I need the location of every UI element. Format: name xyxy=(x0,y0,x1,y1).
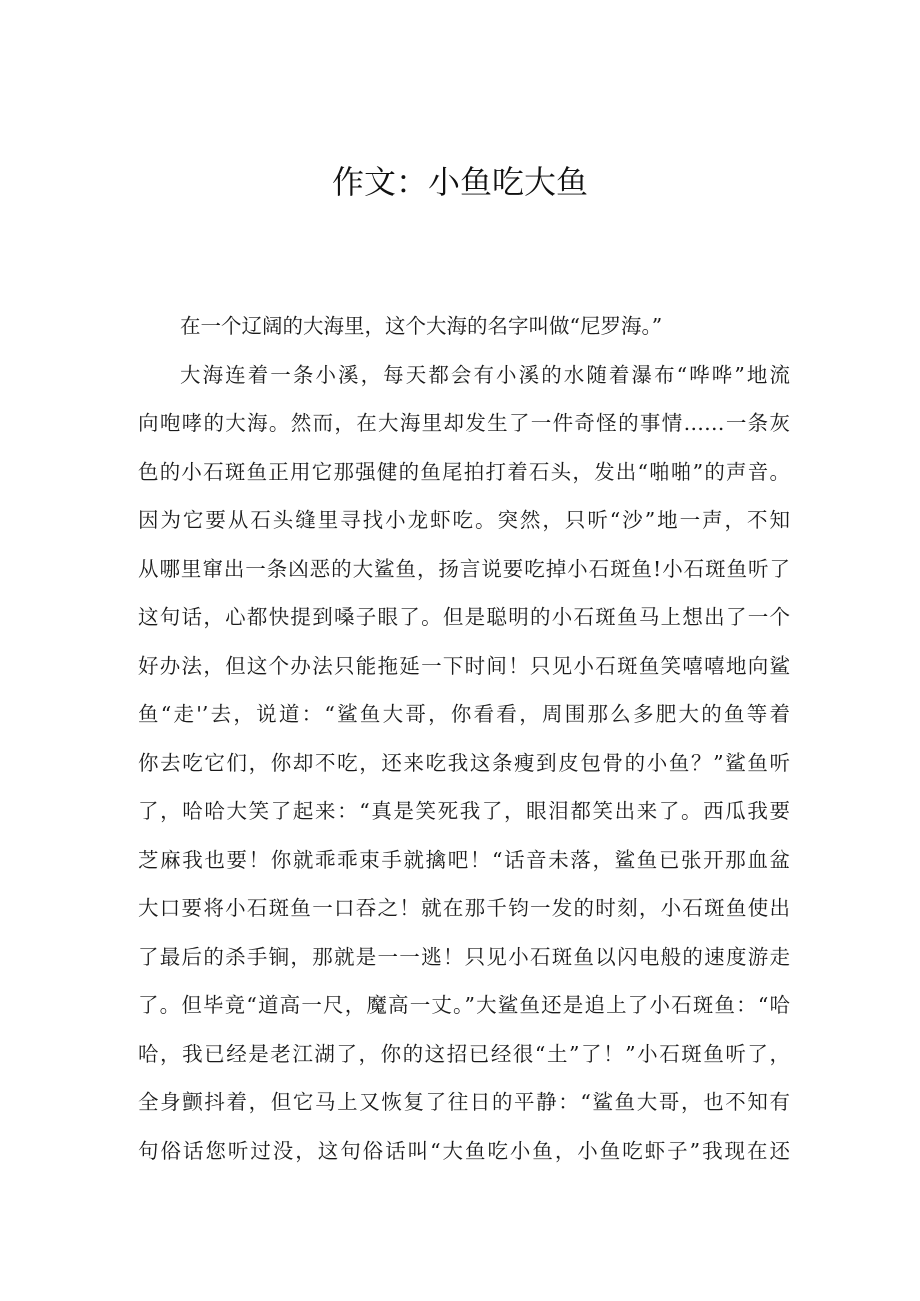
paragraph-line: 了。但毕竟“道高一尺，魔高一丈。”大鲨鱼还是追上了小石斑鱼：“哈 xyxy=(138,993,790,1017)
paragraph-line: 句俗话您听过没，这句俗话叫“大鱼吃小鱼，小鱼吃虾子”我现在还 xyxy=(138,1138,790,1163)
paragraph-line: 向咆哮的大海。然而，在大海里却发生了一件奇怪的事情……一条灰 xyxy=(138,411,790,435)
essay-body xyxy=(138,302,790,1175)
paragraph-line: 哈，我已经是老江湖了，你的这招已经很“土”了！”小石斑鱼听了， xyxy=(138,1041,790,1066)
paragraph-line: 全身颤抖着，但它马上又恢复了往日的平静：“鲨鱼大哥，也不知有 xyxy=(138,1090,790,1114)
paragraph-line: 在一个辽阔的大海里，这个大海的名字叫做“尼罗海。” xyxy=(180,314,663,338)
paragraph-line: 因为它要从石头缝里寻找小龙虾吃。突然，只听“沙”地一声，不知 xyxy=(138,508,790,532)
paragraph-line: 芝麻我也要！你就乖乖束手就擒吧！“话音未落，鲨鱼已张开那血盆 xyxy=(138,847,790,872)
paragraph-line: 了，哈哈大笑了起来：“真是笑死我了，眼泪都笑出来了。西瓜我要 xyxy=(138,799,790,823)
paragraph-line: 大口要将小石斑鱼一口吞之！就在那千钧一发的时刻，小石斑鱼使出 xyxy=(138,896,790,920)
paragraph-line: 鱼“走'’去，说道：“鲨鱼大哥，你看看，周围那么多肥大的鱼等着 xyxy=(138,702,790,726)
paragraph-line: 你去吃它们，你却不吃，还来吃我这条瘦到皮包骨的小鱼？”鲨鱼听 xyxy=(138,750,790,775)
paragraph-line: 大海连着一条小溪，每天都会有小溪的水随着瀑布“哗哗”地流 xyxy=(180,362,790,387)
paragraph-line: 从哪里窜出一条凶恶的大鲨鱼，扬言说要吃掉小石斑鱼!小石斑鱼听了 xyxy=(138,556,790,581)
paragraph-line: 了最后的杀手锏，那就是一一逃！只见小石斑鱼以闪电般的速度游走 xyxy=(138,944,790,969)
document-title: 作文：小鱼吃大鱼 xyxy=(331,163,588,201)
paragraph-line: 这句话，心都快提到嗓子眼了。但是聪明的小石斑鱼马上想出了一个 xyxy=(138,605,790,629)
paragraph-line: 色的小石斑鱼正用它那强健的鱼尾拍打着石头，发出“啪啪”的声音。 xyxy=(138,459,790,484)
paragraph-line: 好办法，但这个办法只能拖延一下时间！只见小石斑鱼笑嘻嘻地向鲨 xyxy=(138,653,790,678)
